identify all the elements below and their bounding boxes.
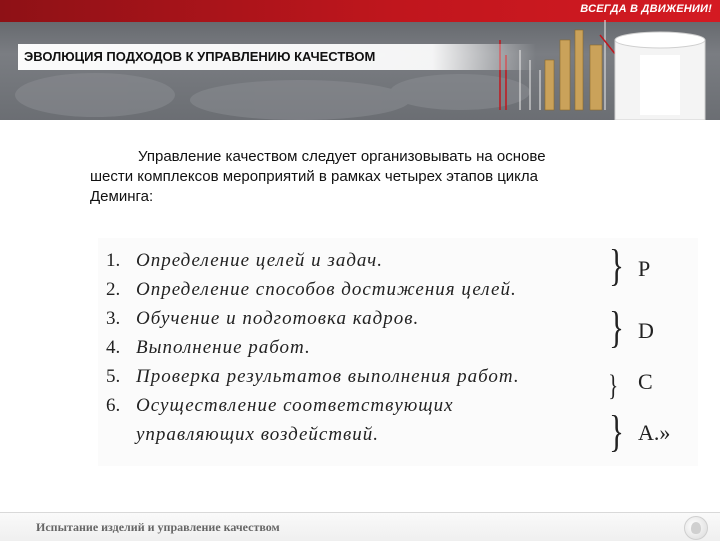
phase-act: A.» <box>638 420 671 445</box>
brace-icon: } <box>609 241 624 290</box>
step-number: 6. <box>106 395 121 416</box>
step-row <box>106 424 520 453</box>
step-text: управляющих воздействий. <box>136 424 380 445</box>
steps-list <box>106 250 520 453</box>
intro-line-3: Деминга: <box>90 188 154 205</box>
step-number: 2. <box>106 279 121 300</box>
step-text: Осуществление соответствующих <box>136 395 454 416</box>
step-text: Определение целей и задач. <box>136 250 383 271</box>
footer <box>0 512 720 541</box>
step-row <box>106 337 520 366</box>
step-number: 4. <box>106 337 121 358</box>
phase-plan: P <box>638 256 651 281</box>
step-text: Определение способов достижения целей. <box>136 279 517 300</box>
step-number: 5. <box>106 366 121 387</box>
step-text: Проверка результатов выполнения работ. <box>136 366 520 387</box>
intro-line-1: Управление качеством следует организовывать на основе <box>138 148 546 165</box>
step-row <box>106 279 520 308</box>
step-text: Выполнение работ. <box>136 337 311 358</box>
page-title: ЭВОЛЮЦИЯ ПОДХОДОВ К УПРАВЛЕНИЮ КАЧЕСТВОМ <box>24 49 376 64</box>
brace-icon: } <box>608 369 619 402</box>
deming-cycle-steps-image <box>98 238 698 466</box>
brace-icon: } <box>609 303 624 352</box>
header <box>0 0 720 120</box>
step-number: 3. <box>106 308 121 329</box>
step-row <box>106 366 520 395</box>
footer-text: Испытание изделий и управление качеством <box>36 520 280 534</box>
step-text: Обучение и подготовка кадров. <box>136 308 420 329</box>
step-row <box>106 308 520 337</box>
brace-icon: } <box>609 407 624 456</box>
step-row <box>106 395 520 424</box>
phase-check: C <box>638 369 653 394</box>
intro-line-2: шести комплексов мероприятий в рамках четырех этапов цикла <box>90 168 539 185</box>
title-banner <box>18 44 536 70</box>
slogan: ВСЕГДА В ДВИЖЕНИИ! <box>580 3 712 15</box>
company-logo-icon <box>684 516 708 540</box>
step-number: 1. <box>106 250 121 271</box>
phase-do: D <box>638 318 654 343</box>
intro-paragraph <box>90 147 650 207</box>
step-row <box>106 250 520 279</box>
